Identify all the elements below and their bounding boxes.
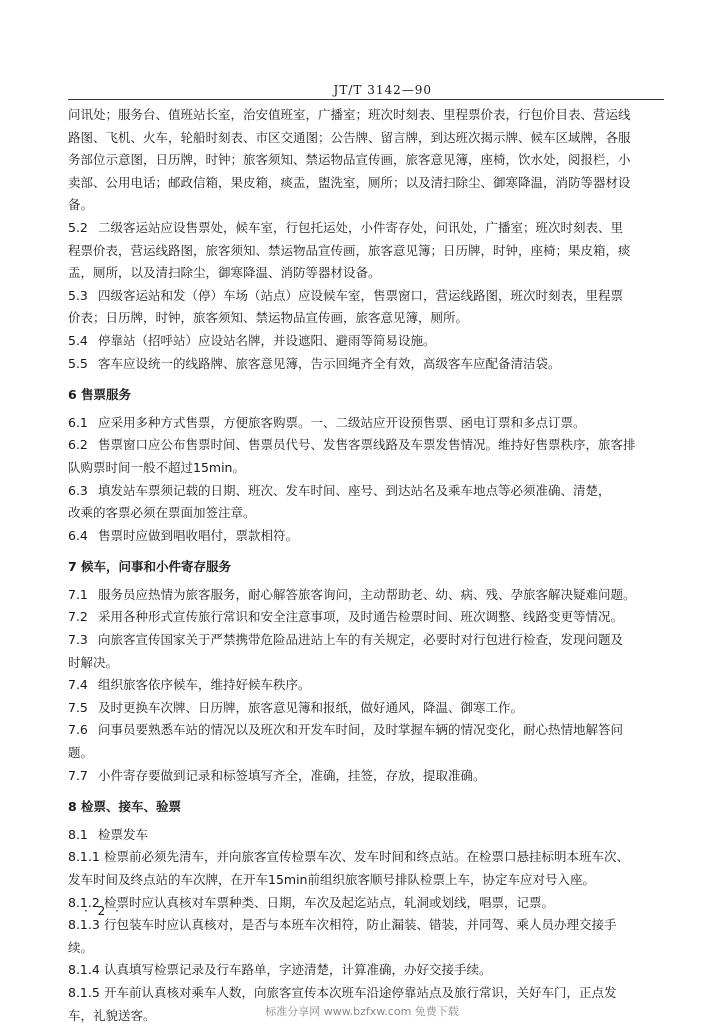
text-line: 问讯处；服务台、值班站长室，治安值班室，广播室；班次时刻表、里程票价表，行包价目表、营运线 xyxy=(68,107,631,122)
header-rule xyxy=(68,99,664,100)
clause-text: 服务员应热情为旅客服务，耐心解答旅客询问，主动帮助老、幼、病、残、孕旅客解决疑难问题。 xyxy=(98,586,636,602)
text-line xyxy=(68,606,668,629)
text-line: 队购票时间一般不超过15min。 xyxy=(68,459,245,475)
text-line xyxy=(68,765,668,788)
clause-text: 检票时应认真核对车票种类、日期，车次及起迄站点，轧洞或划线，唱票，记票。 xyxy=(104,894,555,910)
text-line xyxy=(68,846,668,869)
clause-7-5 xyxy=(68,697,668,720)
clause-8-1-3 xyxy=(68,914,668,959)
clause-number: 7.5 xyxy=(68,699,88,715)
text-line: 盂，厕所，以及清扫除尘，御寒降温、消防等器材设备。 xyxy=(68,265,381,281)
clause-7-6 xyxy=(68,719,668,764)
text-line: 价表；日历牌，时钟，旅客须知、禁运物品宣传画，旅客意见簿，厕所。 xyxy=(68,310,469,326)
watermark-footer: 标准分享网 www.bzfxw.com 免费下载 xyxy=(265,1005,459,1018)
clause-text: 停靠站（招呼站）应设站名牌，并设遮阳、避雨等简易设施。 xyxy=(98,332,436,348)
section-6-title: 6 售票服务 xyxy=(68,387,132,403)
clause-6-3 xyxy=(68,480,668,525)
clause-text: 售票窗口应公布售票时间、售票员代号、发售客票线路及车票发售情况。维持好售票秩序，旅客排 xyxy=(98,437,636,453)
clause-7-4 xyxy=(68,674,668,697)
clause-7-2 xyxy=(68,606,668,629)
clause-number: 5.2 xyxy=(68,219,88,235)
clause-number: 7.1 xyxy=(68,586,88,602)
clause-number: 6.3 xyxy=(68,482,88,498)
clause-text: 客车应设统一的线路牌、旅客意见簿，告示回绳齐全有效，高级客车应配备清洁袋。 xyxy=(98,355,561,371)
text-line xyxy=(68,330,668,353)
clause-5-3 xyxy=(68,285,668,330)
clause-number: 7.6 xyxy=(68,722,88,738)
text-line: 时解决。 xyxy=(68,654,119,670)
text-line xyxy=(68,285,668,308)
clause-text: 认真填写检票记录及行车路单，字迹清楚，计算准确，办好交接手续。 xyxy=(104,962,492,978)
clause-5-4 xyxy=(68,330,668,353)
clause-text: 问事员要熟悉车站的情况以及班次和开发车时间，及时掌握车辆的情况变化，耐心热情地解答问 xyxy=(98,722,624,738)
text-line xyxy=(68,525,668,548)
clause-5-2 xyxy=(68,217,668,285)
clause-number: 5.4 xyxy=(68,332,88,348)
text-line: 程票价表，营运线路图，旅客须知、禁运物品宣传画，旅客意见簿；日历牌，时钟，座椅；果皮箱，痰 xyxy=(68,242,631,258)
text-line xyxy=(68,674,668,697)
clause-text: 向旅客宣传国家关于严禁携带危险品进站上车的有关规定，必要时对行包进行检查，发现问题及 xyxy=(98,632,624,648)
text-line xyxy=(68,480,668,503)
clause-7-1 xyxy=(68,584,668,607)
text-line xyxy=(68,982,668,1005)
clause-6-2 xyxy=(68,434,668,479)
intro-paragraph xyxy=(68,104,668,217)
standard-code-header: JT/T 3142—90 xyxy=(333,83,432,97)
section-8-title: 8 检票、接车、验票 xyxy=(68,799,182,815)
clause-8-1-1 xyxy=(68,846,668,891)
clause-text: 开车前认真核对乘车人数，向旅客宣传本次班车沿途停靠站点及旅行常识，关好车门，正点发 xyxy=(104,984,617,1000)
text-line xyxy=(68,434,668,457)
text-line: 车，礼貌送客。 xyxy=(68,1007,156,1023)
subsection-title-text: 检票发车 xyxy=(98,826,149,842)
text-line: 发车时间及终点站的车次牌，在开车15min前组织旅客顺号排队检票上车，协定车应对号入座。 xyxy=(68,872,595,887)
clause-number: 6.1 xyxy=(68,414,88,430)
document-body xyxy=(68,104,668,1027)
text-line xyxy=(68,719,668,742)
text-line xyxy=(68,217,668,240)
clause-text: 检票前必须先清车，并向旅客宣传检票车次、发车时间和终点站。在检票口悬挂标明本班车次、 xyxy=(104,849,630,865)
text-line xyxy=(68,584,668,607)
clause-text: 售票时应做到唱收唱付，票款相符。 xyxy=(98,527,299,543)
section-7-title: 7 候车，问事和小件寄存服务 xyxy=(68,559,232,575)
clause-text: 行包装车时应认真核对，是否与本班车次相符，防止漏装、错装，并同驾、乘人员办理交接手 xyxy=(104,917,617,933)
clause-number: 7.3 xyxy=(68,632,88,648)
text-line: 路图、飞机、火车，轮船时刻表、市区交通图；公告牌、留言牌，到达班次揭示牌、候车区域牌，各服 xyxy=(68,129,631,145)
text-line xyxy=(68,892,668,915)
clause-number: 6.2 xyxy=(68,437,88,453)
subsection-8-1-title xyxy=(68,824,668,847)
clause-7-7 xyxy=(68,765,668,788)
clause-number: 8.1.1 xyxy=(68,849,100,865)
clause-text: 组织旅客依序候车，维持好候车秩序。 xyxy=(98,677,311,693)
text-line: 题。 xyxy=(68,745,94,761)
text-line xyxy=(68,697,668,720)
clause-number: 5.3 xyxy=(68,287,88,303)
clause-text: 采用各种形式宣传旅行常识和安全注意事项，及时通告检票时间、班次调整、线路变更等情况。 xyxy=(98,609,624,625)
clause-number: 8.1.2 xyxy=(68,894,100,910)
clause-text: 二级客运站应设售票处，候车室，行包托运处，小件寄存处，问讯处，广播室；班次时刻表、里 xyxy=(98,219,624,235)
clause-number: 8.1.5 xyxy=(68,984,100,1000)
clause-number: 8.1.4 xyxy=(68,962,100,978)
page-number: · 2 · xyxy=(84,904,122,918)
text-line: 备。 xyxy=(68,197,94,213)
clause-text: 及时更换车次牌、日历牌，旅客意见簿和报纸，做好通风，降温、御寒工作。 xyxy=(98,699,524,715)
text-line xyxy=(68,914,668,937)
clause-5-5 xyxy=(68,353,668,376)
clause-7-3 xyxy=(68,629,668,674)
clause-number: 7.4 xyxy=(68,677,88,693)
text-line xyxy=(68,629,668,652)
clause-number: 7.2 xyxy=(68,609,88,625)
clause-text: 小件寄存要做到记录和标签填写齐全，准确，挂签，存放，提取准确。 xyxy=(98,767,486,783)
text-line: 改乘的客票必须在票面加签注章。 xyxy=(68,505,256,521)
clause-8-1-4 xyxy=(68,959,668,982)
text-line xyxy=(68,412,668,435)
text-line xyxy=(68,959,668,982)
clause-text: 四级客运站和发（停）车场（站点）应设候车室，售票窗口，营运线路图，班次时刻表，里程票 xyxy=(98,287,624,303)
clause-text: 填发站车票须记载的日期、班次、发车时间、座号、到达站名及乘车地点等必须准确、清楚， xyxy=(98,482,611,498)
clause-number: 6.4 xyxy=(68,527,88,543)
clause-number: 8.1.3 xyxy=(68,917,100,933)
text-line: 务部位示意图，日历牌，时钟；旅客须知、禁运物品宣传画，旅客意见簿，座椅，饮水处，阅报栏，小 xyxy=(68,152,631,168)
clause-6-4 xyxy=(68,525,668,548)
text-line xyxy=(68,353,668,376)
text-line: 卖部、公用电话；邮政信箱，果皮箱，痰盂，盥洗室，厕所；以及清扫除尘、御寒降温，消防等器材设 xyxy=(68,174,631,190)
clause-6-1 xyxy=(68,412,668,435)
clause-8-1-2 xyxy=(68,892,668,915)
clause-text: 应采用多种方式售票，方便旅客购票。一、二级站应开设预售票、函电订票和多点订票。 xyxy=(98,414,586,430)
clause-number: 8.1 xyxy=(68,826,88,842)
clause-number: 5.5 xyxy=(68,355,88,371)
text-line: 续。 xyxy=(68,939,94,955)
clause-number: 7.7 xyxy=(68,767,88,783)
